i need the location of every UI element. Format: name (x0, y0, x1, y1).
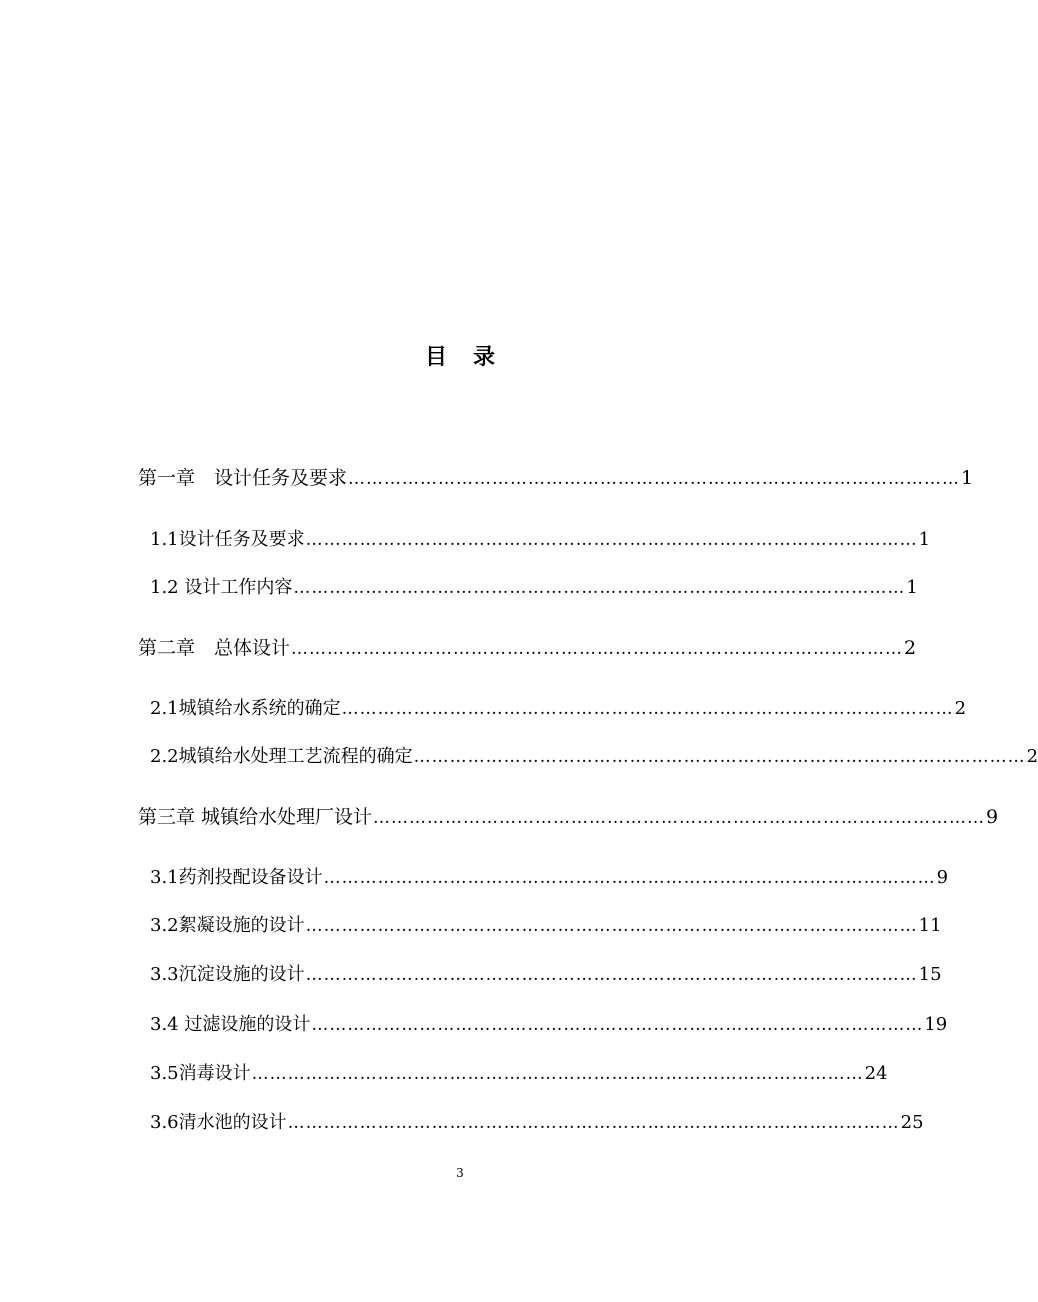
toc-leader-dots: ………………………………………………………………………………………… (305, 916, 918, 936)
toc-entry-label: 第一章 设计任务及要求 (138, 467, 348, 489)
toc-title-char-1: 目 (424, 345, 447, 370)
toc-entry-page: 2 (904, 637, 917, 659)
toc-title (0, 340, 920, 371)
toc-leader-dots: ………………………………………………………………………………………… (287, 1113, 900, 1133)
toc-entry-label: 2.2城镇给水处理工艺流程的确定 (150, 746, 413, 767)
toc-entry-label: 3.4 过滤设施的设计 (150, 1014, 311, 1035)
toc-entry-3-5[interactable] (150, 1059, 888, 1085)
toc-entry-1-2[interactable] (150, 573, 918, 599)
toc-entry-chapter-3[interactable] (138, 802, 999, 829)
toc-entry-chapter-1[interactable] (138, 463, 974, 490)
toc-entry-1-1[interactable] (150, 525, 931, 551)
toc-entry-page: 15 (918, 964, 942, 985)
toc-entry-label: 第三章 城镇给水处理厂设计 (138, 806, 373, 828)
toc-entry-2-2[interactable] (150, 742, 1038, 768)
toc-entry-page: 24 (864, 1063, 888, 1084)
toc-entry-3-2[interactable] (150, 911, 942, 937)
toc-entry-label: 3.6清水池的设计 (150, 1112, 287, 1133)
toc-leader-dots: ………………………………………………………………………………………… (305, 530, 918, 550)
toc-entry-3-6[interactable] (150, 1108, 924, 1134)
toc-entry-chapter-2[interactable] (138, 633, 917, 660)
toc-leader-dots: ………………………………………………………………………………………… (348, 469, 961, 489)
toc-leader-dots: ………………………………………………………………………………………… (373, 808, 986, 828)
toc-leader-dots: ………………………………………………………………………………………… (413, 747, 1026, 767)
toc-entry-label: 第二章 总体设计 (138, 637, 291, 659)
toc-entry-page: 1 (918, 529, 931, 550)
toc-entry-3-4[interactable] (150, 1010, 948, 1036)
toc-leader-dots: ………………………………………………………………………………………… (291, 639, 904, 659)
toc-leader-dots: ………………………………………………………………………………………… (293, 578, 906, 598)
toc-entry-label: 2.1城镇给水系统的确定 (150, 698, 341, 719)
toc-entry-label: 3.1药剂投配设备设计 (150, 867, 323, 888)
toc-leader-dots: ………………………………………………………………………………………… (323, 868, 936, 888)
toc-entry-label: 1.2 设计工作内容 (150, 577, 293, 598)
toc-entry-3-3[interactable] (150, 960, 942, 986)
toc-entry-page: 2 (954, 698, 967, 719)
toc-leader-dots: ………………………………………………………………………………………… (311, 1015, 924, 1035)
toc-entry-label: 3.5消毒设计 (150, 1063, 251, 1084)
toc-entry-label: 3.3沉淀设施的设计 (150, 964, 305, 985)
toc-leader-dots: ………………………………………………………………………………………… (305, 965, 918, 985)
toc-entry-page: 19 (924, 1014, 948, 1035)
toc-entry-page: 11 (918, 915, 942, 936)
toc-entry-page: 2 (1026, 746, 1038, 767)
toc-title-char-2: 录 (473, 345, 496, 370)
toc-entry-page: 1 (961, 467, 974, 489)
toc-entry-3-1[interactable] (150, 863, 949, 889)
toc-entry-page: 25 (900, 1112, 924, 1133)
toc-entry-page: 9 (986, 806, 999, 828)
toc-entry-label: 3.2絮凝设施的设计 (150, 915, 305, 936)
toc-leader-dots: ………………………………………………………………………………………… (341, 699, 954, 719)
toc-leader-dots: ………………………………………………………………………………………… (251, 1064, 864, 1084)
toc-entry-2-1[interactable] (150, 694, 967, 720)
toc-entry-label: 1.1设计任务及要求 (150, 529, 305, 550)
toc-entry-page: 1 (906, 577, 918, 598)
toc-entry-page: 9 (936, 867, 949, 888)
page-number: 3 (456, 1166, 464, 1180)
